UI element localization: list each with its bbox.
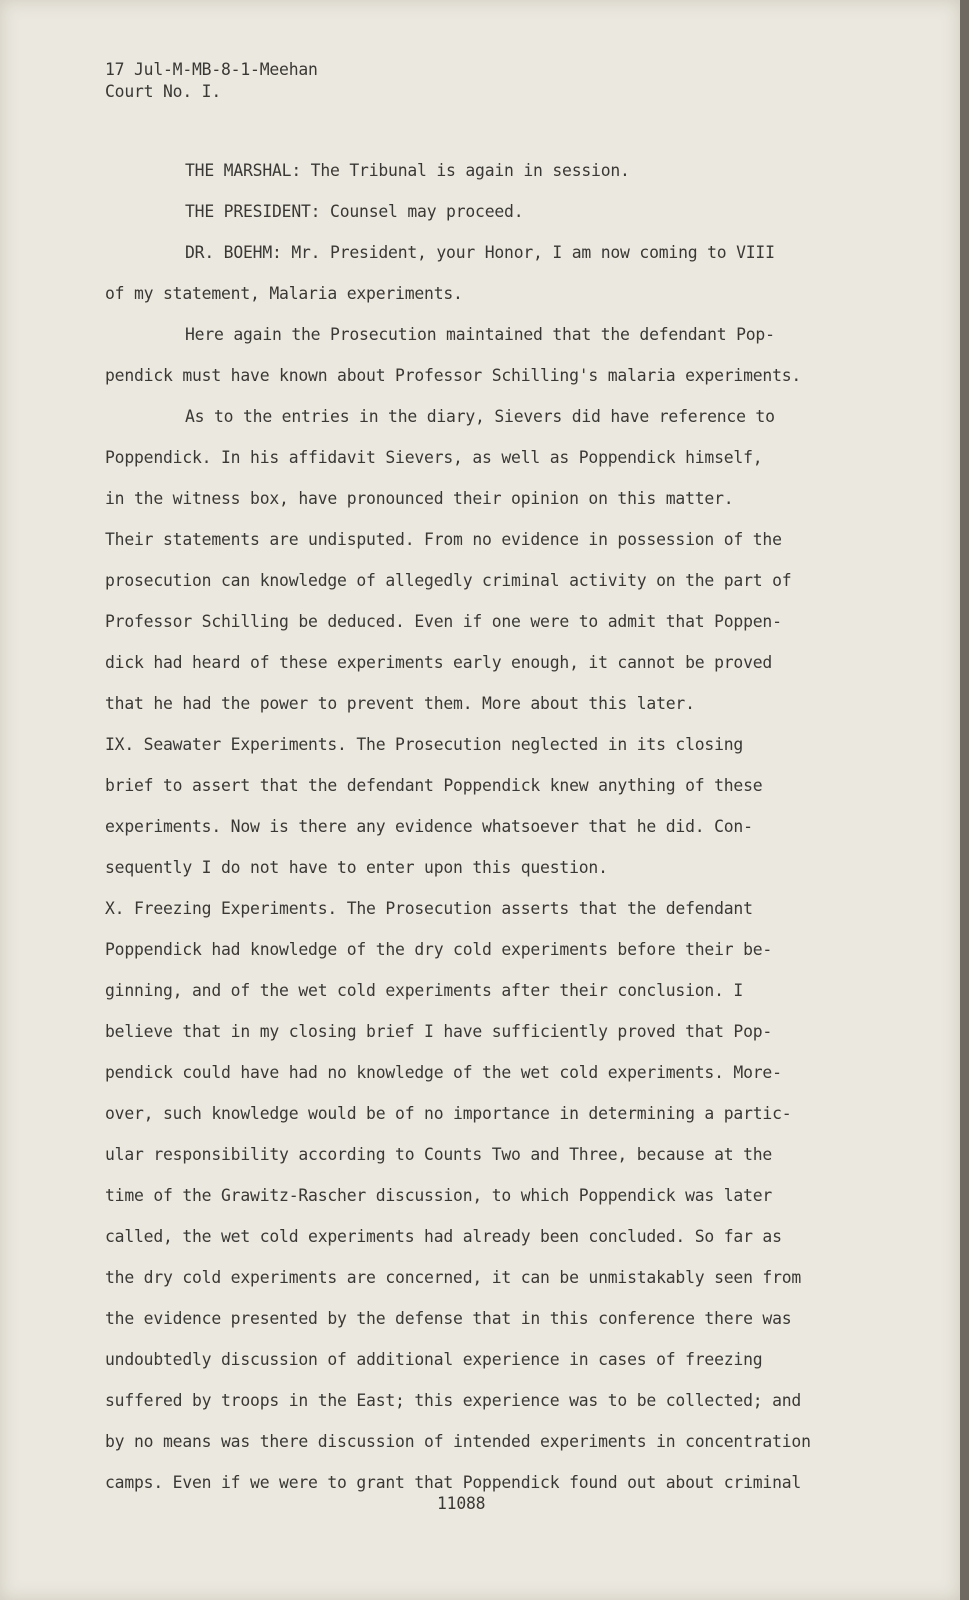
text-line: pendick must have known about Professor Schilling's malaria experiments.	[105, 366, 802, 385]
document-header	[105, 59, 318, 103]
text-line: over, such knowledge would be of no importance in determining a partic-	[105, 1104, 792, 1123]
text-line: IX. Seawater Experiments. The Prosecution neglected in its closing	[105, 735, 744, 754]
text-line: camps. Even if we were to grant that Poppendick found out about criminal	[105, 1473, 802, 1492]
text-line: Poppendick. In his affidavit Sievers, as well as Poppendick himself,	[105, 448, 763, 467]
text-line: time of the Grawitz-Rascher discussion, to which Poppendick was later	[105, 1186, 773, 1205]
text-line: ular responsibility according to Counts Two and Three, because at the	[105, 1145, 773, 1164]
text-line: undoubtedly discussion of additional experience in cases of freezing	[105, 1350, 763, 1369]
text-line: the dry cold experiments are concerned, it can be unmistakably seen from	[105, 1268, 802, 1287]
text-line: As to the entries in the diary, Sievers did have reference to	[185, 407, 775, 426]
text-line: Here again the Prosecution maintained that the defendant Pop-	[185, 325, 775, 344]
page-edge	[960, 0, 969, 1600]
text-line: Professor Schilling be deduced. Even if one were to admit that Poppen-	[105, 612, 782, 631]
text-line: prosecution can knowledge of allegedly criminal activity on the part of	[105, 571, 792, 590]
header-court: Court No. I.	[105, 82, 222, 101]
text-line: sequently I do not have to enter upon this question.	[105, 858, 608, 877]
text-line: that he had the power to prevent them. More about this later.	[105, 694, 695, 713]
text-line: ginning, and of the wet cold experiments after their conclusion. I	[105, 981, 744, 1000]
transcript-body	[105, 160, 811, 1513]
text-line: the evidence presented by the defense that in this conference there was	[105, 1309, 792, 1328]
text-line: X. Freezing Experiments. The Prosecution asserts that the defendant	[105, 899, 753, 918]
text-line: brief to assert that the defendant Poppendick knew anything of these	[105, 776, 763, 795]
text-line: THE MARSHAL: The Tribunal is again in session.	[185, 161, 630, 180]
text-line: suffered by troops in the East; this experience was to be collected; and	[105, 1391, 802, 1410]
text-line: by no means was there discussion of intended experiments in concentration	[105, 1432, 811, 1451]
text-line: Their statements are undisputed. From no evidence in possession of the	[105, 530, 782, 549]
text-line: pendick could have had no knowledge of the wet cold experiments. More-	[105, 1063, 782, 1082]
text-line: Poppendick had knowledge of the dry cold experiments before their be-	[105, 940, 773, 959]
text-line: believe that in my closing brief I have sufficiently proved that Pop-	[105, 1022, 773, 1041]
text-line: experiments. Now is there any evidence whatsoever that he did. Con-	[105, 817, 753, 836]
text-line: in the witness box, have pronounced their opinion on this matter.	[105, 489, 734, 508]
page-number: 11088	[437, 1494, 486, 1513]
header-reference: 17 Jul-M-MB-8-1-Meehan	[105, 60, 318, 79]
text-line: THE PRESIDENT: Counsel may proceed.	[185, 202, 524, 221]
text-line: of my statement, Malaria experiments.	[105, 284, 463, 303]
text-line: dick had heard of these experiments early enough, it cannot be proved	[105, 653, 773, 672]
text-line: DR. BOEHM: Mr. President, your Honor, I am now coming to VIII	[185, 243, 775, 262]
text-line: called, the wet cold experiments had already been concluded. So far as	[105, 1227, 782, 1246]
